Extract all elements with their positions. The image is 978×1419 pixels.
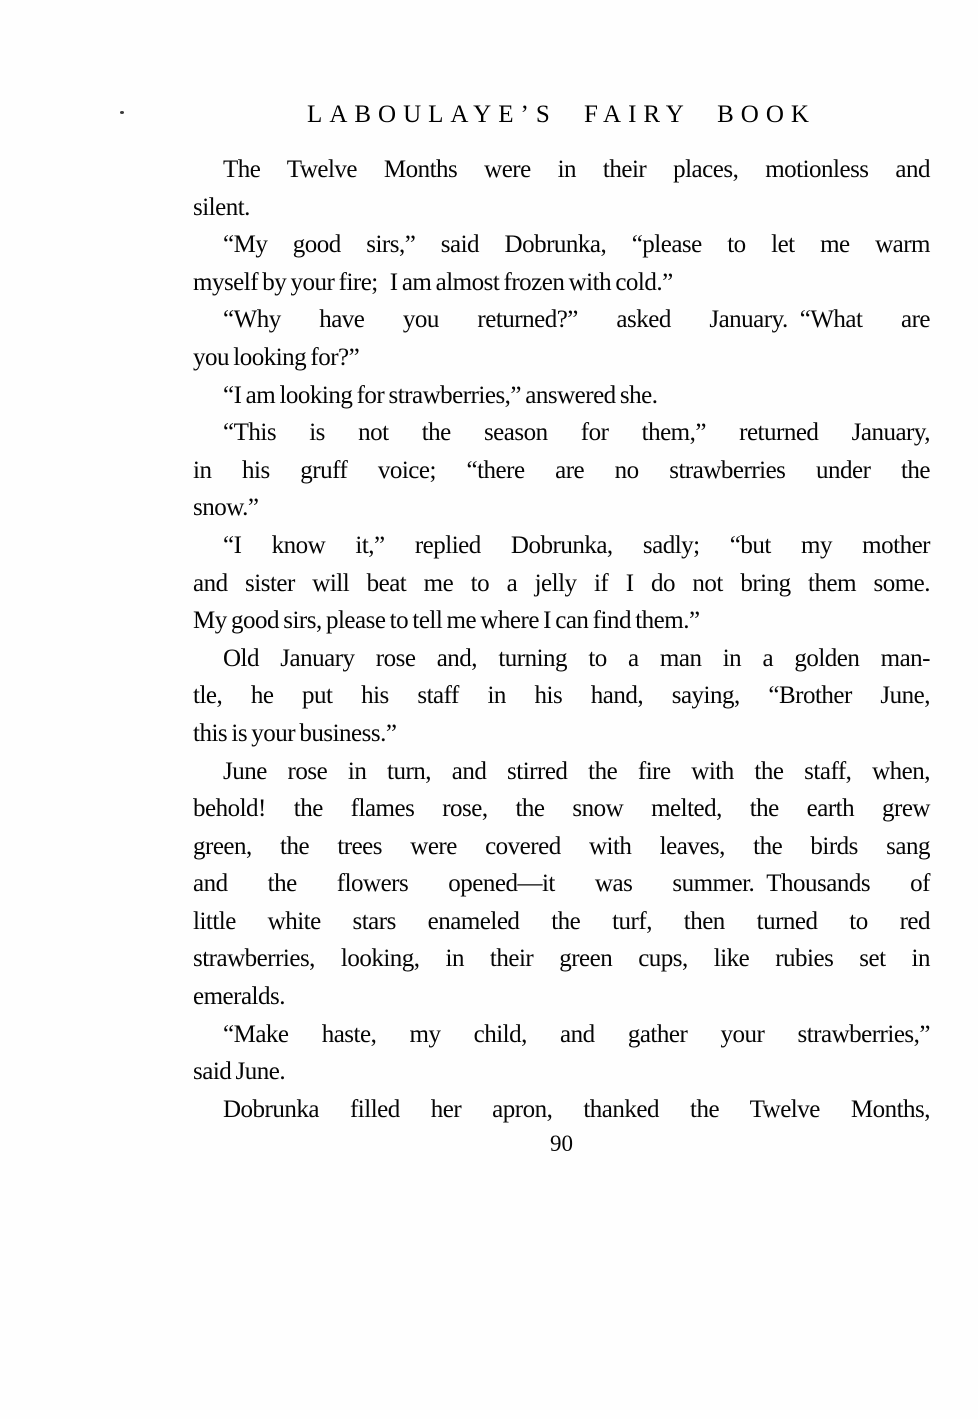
text-line: in his gruff voice; “there are no strawberries under the xyxy=(193,456,930,484)
paragraph xyxy=(193,527,930,640)
text-line: said June. xyxy=(193,1058,286,1086)
paragraph xyxy=(193,301,930,376)
text-line: behold! the flames rose, the snow melted, the earth grew xyxy=(193,795,930,823)
paragraph xyxy=(193,151,930,226)
text-line: “Make haste, my child, and gather your strawberries,” xyxy=(223,1020,930,1048)
text-line: “Why have you returned?” asked January. “What are xyxy=(223,306,930,334)
running-header: LABOULAYE’S FAIRY BOOK xyxy=(307,101,816,128)
paragraph xyxy=(193,753,930,1016)
text-line: The Twelve Months were in their places, motionless and xyxy=(223,156,930,183)
text-line: tle, he put his staff in his hand, saying, “Brother June, xyxy=(193,682,930,710)
text-line: and sister will beat me to a jelly if I do not bring them some. xyxy=(193,569,930,597)
paragraph xyxy=(193,1091,930,1129)
text-line: little white stars enameled the turf, then turned to red xyxy=(193,907,930,935)
paragraph xyxy=(193,377,930,415)
text-line: silent. xyxy=(193,193,250,221)
text-line: you looking for?” xyxy=(193,343,360,371)
text-line: myself by your fire; I am almost frozen with cold.” xyxy=(193,268,673,296)
text-line: and the flowers opened—it was summer. Thousands of xyxy=(193,870,930,898)
text-line: emeralds. xyxy=(193,983,285,1011)
text-line: “My good sirs,” said Dobrunka, “please to let me warm xyxy=(223,231,930,259)
text-line: “I know it,” replied Dobrunka, sadly; “but my mother xyxy=(223,531,930,559)
text-line: June rose in turn, and stirred the fire with the staff, when, xyxy=(223,757,930,785)
text-line: snow.” xyxy=(193,494,259,522)
text-line: Dobrunka filled her apron, thanked the Twelve Months, xyxy=(223,1095,930,1123)
text-line: My good sirs, please to tell me where I can find them.” xyxy=(193,607,700,635)
text-line: strawberries, looking, in their green cups, like rubies set in xyxy=(193,945,930,973)
text-line: “This is not the season for them,” returned January, xyxy=(223,419,930,447)
text-line: green, the trees were covered with leaves, the birds sang xyxy=(193,832,930,860)
paragraph xyxy=(193,226,930,301)
paragraph xyxy=(193,1016,930,1091)
paragraph xyxy=(193,414,930,527)
text-line: “I am looking for strawberries,” answered she. xyxy=(223,381,658,409)
ink-speck xyxy=(120,111,124,114)
page-number: 90 xyxy=(550,1131,573,1156)
text-line: Old January rose and, turning to a man in a golden man- xyxy=(223,644,930,672)
text-line: this is your business.” xyxy=(193,719,397,747)
page-text-block xyxy=(193,151,930,1128)
paragraph xyxy=(193,640,930,753)
